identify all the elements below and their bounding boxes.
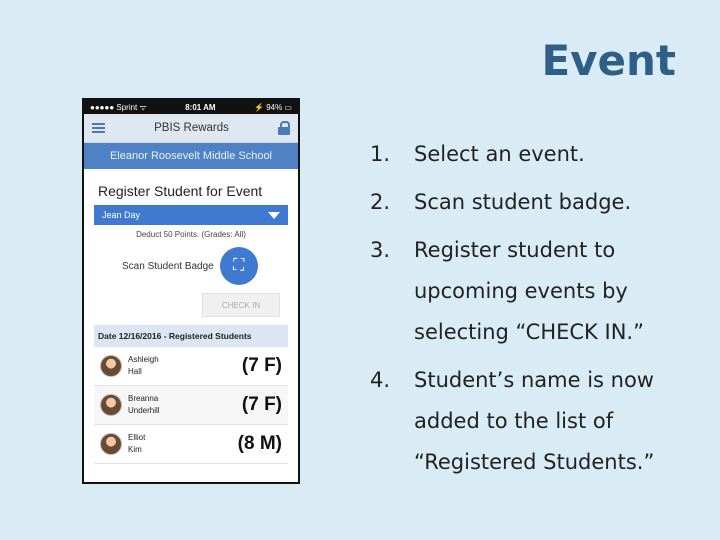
- student-name: [128, 432, 208, 456]
- deduct-info: Deduct 50 Points. (Grades: All): [136, 230, 246, 239]
- student-grade: (8 M): [237, 433, 282, 454]
- carrier-signal: ●●●●● Sprint ᯤ: [90, 102, 147, 112]
- lock-icon[interactable]: [278, 121, 290, 135]
- student-name: [128, 354, 208, 378]
- student-last-name: Underhill: [128, 406, 160, 415]
- student-row[interactable]: [94, 425, 288, 464]
- menu-icon[interactable]: [92, 123, 105, 133]
- student-row[interactable]: [94, 386, 288, 425]
- event-selected-value: Jean Day: [102, 210, 141, 220]
- student-first-name: Breanna: [128, 394, 159, 403]
- app-bar: [84, 114, 298, 143]
- phone-screenshot: [82, 98, 300, 484]
- student-first-name: Elliot: [128, 433, 146, 442]
- student-last-name: Hall: [128, 367, 142, 376]
- instruction-steps: [370, 134, 690, 490]
- section-title: Register Student for Event: [98, 183, 263, 199]
- student-last-name: Kim: [128, 445, 142, 454]
- student-grade: (7 F): [241, 355, 282, 376]
- student-name: [128, 393, 208, 417]
- avatar: [100, 433, 122, 455]
- scan-label: Scan Student Badge: [122, 260, 214, 272]
- chevron-down-icon: [268, 212, 280, 219]
- status-time: 8:01 AM: [185, 102, 216, 112]
- step-number: 1.: [370, 142, 391, 166]
- avatar: [100, 394, 122, 416]
- student-row[interactable]: [94, 347, 288, 386]
- check-in-button[interactable]: CHECK IN: [202, 293, 280, 317]
- student-first-name: Ashleigh: [128, 355, 159, 364]
- avatar: [100, 355, 122, 377]
- step-item: [370, 230, 690, 353]
- school-name: Eleanor Roosevelt Middle School: [84, 143, 298, 169]
- scan-icon: ⛶: [233, 257, 245, 274]
- step-item: [370, 182, 690, 223]
- step-number: 2.: [370, 190, 391, 214]
- step-text: Student’s name is now added to the list of “Registered Students.”: [414, 368, 655, 474]
- student-grade: (7 F): [241, 394, 282, 415]
- step-text: Register student to upcoming events by selecting “CHECK IN.”: [414, 238, 644, 344]
- step-item: [370, 360, 690, 483]
- registered-students-header: Date 12/16/2016 - Registered Students: [94, 325, 288, 347]
- scan-badge-button[interactable]: [220, 247, 258, 285]
- status-bar: [84, 100, 298, 114]
- event-select[interactable]: [94, 205, 288, 225]
- app-title: PBIS Rewards: [154, 122, 229, 134]
- slide-title: Event: [541, 36, 676, 85]
- step-number: 4.: [370, 368, 391, 392]
- registered-students-list: [94, 347, 288, 464]
- step-number: 3.: [370, 238, 391, 262]
- battery-status: ⚡ 94% ▭: [254, 102, 292, 112]
- scan-row: [84, 247, 298, 285]
- step-text: Scan student badge.: [414, 190, 632, 214]
- step-text: Select an event.: [414, 142, 585, 166]
- step-item: [370, 134, 690, 175]
